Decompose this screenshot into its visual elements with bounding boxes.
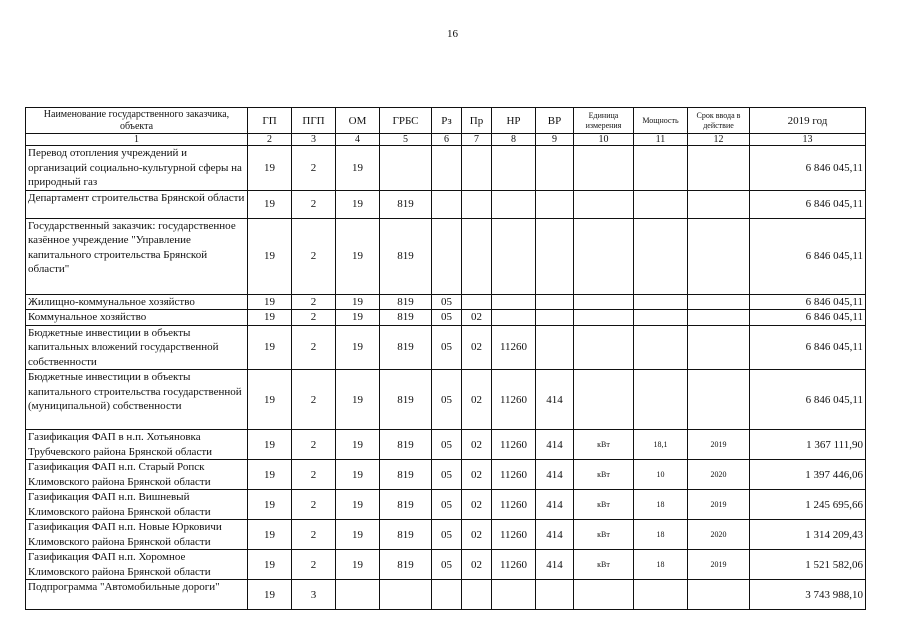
cell-gp: 19 xyxy=(248,294,292,310)
cell-rz: 05 xyxy=(432,550,462,580)
cell-pr xyxy=(462,580,492,610)
header-row xyxy=(26,108,866,134)
column-number: 13 xyxy=(750,134,866,146)
cell-term xyxy=(688,310,750,326)
cell-term: 2019 xyxy=(688,550,750,580)
cell-unit xyxy=(574,218,634,294)
cell-rz xyxy=(432,218,462,294)
cell-term xyxy=(688,190,750,218)
cell-term xyxy=(688,146,750,191)
cell-name: Жилищно-коммунальное хозяйство xyxy=(26,294,248,310)
cell-om: 19 xyxy=(336,294,380,310)
cell-power xyxy=(634,325,688,370)
header-year: 2019 год xyxy=(750,108,866,134)
cell-unit: кВт xyxy=(574,460,634,490)
table-row xyxy=(26,430,866,460)
header-gp: ГП xyxy=(248,108,292,134)
cell-vr xyxy=(536,146,574,191)
cell-power xyxy=(634,218,688,294)
cell-unit xyxy=(574,190,634,218)
cell-om: 19 xyxy=(336,430,380,460)
cell-name: Газификация ФАП н.п. Старый Ропск Климовского района Брянской области xyxy=(26,460,248,490)
cell-pgp: 2 xyxy=(292,190,336,218)
cell-vr: 414 xyxy=(536,550,574,580)
cell-rz: 05 xyxy=(432,430,462,460)
cell-pgp: 2 xyxy=(292,294,336,310)
column-number: 8 xyxy=(492,134,536,146)
cell-grbs: 819 xyxy=(380,370,432,430)
cell-nr: 11260 xyxy=(492,520,536,550)
header-nr: НР xyxy=(492,108,536,134)
cell-power: 18 xyxy=(634,490,688,520)
table-row xyxy=(26,310,866,326)
cell-gp: 19 xyxy=(248,370,292,430)
cell-grbs: 819 xyxy=(380,310,432,326)
column-number: 9 xyxy=(536,134,574,146)
cell-term: 2020 xyxy=(688,460,750,490)
header-name: Наименование государственного заказчика, объекта xyxy=(26,108,248,134)
table-row xyxy=(26,294,866,310)
cell-pgp: 2 xyxy=(292,325,336,370)
cell-nr xyxy=(492,146,536,191)
cell-power: 18 xyxy=(634,550,688,580)
cell-sum: 1 397 446,06 xyxy=(750,460,866,490)
column-number: 2 xyxy=(248,134,292,146)
cell-pgp: 2 xyxy=(292,218,336,294)
cell-om: 19 xyxy=(336,490,380,520)
cell-name: Департамент строительства Брянской области xyxy=(26,190,248,218)
cell-pr: 02 xyxy=(462,550,492,580)
cell-pr: 02 xyxy=(462,370,492,430)
cell-pgp: 2 xyxy=(292,430,336,460)
cell-pgp: 2 xyxy=(292,146,336,191)
table-row xyxy=(26,370,866,430)
cell-power xyxy=(634,370,688,430)
cell-power: 18,1 xyxy=(634,430,688,460)
cell-gp: 19 xyxy=(248,550,292,580)
cell-name: Газификация ФАП н.п. Вишневый Климовского района Брянской области xyxy=(26,490,248,520)
cell-unit xyxy=(574,146,634,191)
cell-pr xyxy=(462,146,492,191)
cell-unit xyxy=(574,580,634,610)
cell-rz: 05 xyxy=(432,325,462,370)
cell-grbs: 819 xyxy=(380,520,432,550)
column-number: 12 xyxy=(688,134,750,146)
column-number: 5 xyxy=(380,134,432,146)
column-numbers-row xyxy=(26,134,866,146)
table-row xyxy=(26,325,866,370)
cell-om: 19 xyxy=(336,218,380,294)
cell-sum: 1 314 209,43 xyxy=(750,520,866,550)
cell-om: 19 xyxy=(336,460,380,490)
cell-gp: 19 xyxy=(248,520,292,550)
cell-sum: 6 846 045,11 xyxy=(750,294,866,310)
cell-sum: 6 846 045,11 xyxy=(750,310,866,326)
cell-om: 19 xyxy=(336,146,380,191)
cell-power xyxy=(634,190,688,218)
cell-name: Газификация ФАП н.п. Хоромное Климовского района Брянской области xyxy=(26,550,248,580)
cell-grbs: 819 xyxy=(380,490,432,520)
cell-vr xyxy=(536,580,574,610)
cell-pgp: 2 xyxy=(292,490,336,520)
cell-grbs: 819 xyxy=(380,430,432,460)
cell-sum: 1 245 695,66 xyxy=(750,490,866,520)
column-number: 10 xyxy=(574,134,634,146)
cell-gp: 19 xyxy=(248,490,292,520)
cell-gp: 19 xyxy=(248,310,292,326)
cell-term xyxy=(688,294,750,310)
cell-nr: 11260 xyxy=(492,460,536,490)
cell-term xyxy=(688,218,750,294)
cell-rz: 05 xyxy=(432,370,462,430)
cell-pr: 02 xyxy=(462,490,492,520)
cell-name: Перевод отопления учреждений и организаций социально-культурной сферы на природный газ xyxy=(26,146,248,191)
column-number: 7 xyxy=(462,134,492,146)
cell-sum: 6 846 045,11 xyxy=(750,325,866,370)
cell-grbs: 819 xyxy=(380,190,432,218)
header-vr: ВР xyxy=(536,108,574,134)
cell-unit: кВт xyxy=(574,490,634,520)
page-number: 16 xyxy=(447,28,458,40)
header-rz: Рз xyxy=(432,108,462,134)
cell-unit: кВт xyxy=(574,430,634,460)
table-row xyxy=(26,520,866,550)
cell-nr: 11260 xyxy=(492,490,536,520)
cell-pr xyxy=(462,218,492,294)
cell-rz: 05 xyxy=(432,460,462,490)
cell-gp: 19 xyxy=(248,218,292,294)
cell-unit xyxy=(574,310,634,326)
cell-unit xyxy=(574,370,634,430)
cell-nr xyxy=(492,580,536,610)
cell-vr xyxy=(536,310,574,326)
cell-pgp: 3 xyxy=(292,580,336,610)
cell-grbs: 819 xyxy=(380,218,432,294)
cell-sum: 1 521 582,06 xyxy=(750,550,866,580)
cell-grbs xyxy=(380,146,432,191)
cell-term xyxy=(688,325,750,370)
column-number: 1 xyxy=(26,134,248,146)
table-row xyxy=(26,550,866,580)
cell-sum: 3 743 988,10 xyxy=(750,580,866,610)
cell-pr: 02 xyxy=(462,310,492,326)
cell-power xyxy=(634,580,688,610)
header-term: Срок ввода в действие xyxy=(688,108,750,134)
cell-term xyxy=(688,580,750,610)
header-unit: Единица измерения xyxy=(574,108,634,134)
cell-pgp: 2 xyxy=(292,520,336,550)
cell-sum: 6 846 045,11 xyxy=(750,146,866,191)
cell-rz xyxy=(432,190,462,218)
table-row xyxy=(26,218,866,294)
cell-vr: 414 xyxy=(536,370,574,430)
cell-sum: 6 846 045,11 xyxy=(750,218,866,294)
header-om: ОМ xyxy=(336,108,380,134)
cell-grbs: 819 xyxy=(380,550,432,580)
column-number: 3 xyxy=(292,134,336,146)
cell-name: Бюджетные инвестиции в объекты капитальных вложений государственной собственности xyxy=(26,325,248,370)
budget-table xyxy=(25,107,866,610)
cell-name: Подпрограмма "Автомобильные дороги" xyxy=(26,580,248,610)
header-power: Мощность xyxy=(634,108,688,134)
cell-power xyxy=(634,146,688,191)
cell-pr xyxy=(462,294,492,310)
header-grbs: ГРБС xyxy=(380,108,432,134)
cell-om: 19 xyxy=(336,520,380,550)
cell-om: 19 xyxy=(336,310,380,326)
table-row xyxy=(26,146,866,191)
cell-power xyxy=(634,310,688,326)
cell-power: 10 xyxy=(634,460,688,490)
cell-grbs: 819 xyxy=(380,325,432,370)
cell-gp: 19 xyxy=(248,460,292,490)
cell-rz: 05 xyxy=(432,490,462,520)
cell-sum: 6 846 045,11 xyxy=(750,190,866,218)
table-row xyxy=(26,460,866,490)
cell-rz: 05 xyxy=(432,310,462,326)
cell-grbs: 819 xyxy=(380,460,432,490)
cell-vr xyxy=(536,294,574,310)
cell-nr xyxy=(492,310,536,326)
table-row xyxy=(26,490,866,520)
cell-name: Газификация ФАП в н.п. Хотьяновка Трубчевского района Брянской области xyxy=(26,430,248,460)
cell-pgp: 2 xyxy=(292,550,336,580)
cell-gp: 19 xyxy=(248,580,292,610)
cell-term: 2019 xyxy=(688,490,750,520)
header-pgp: ПГП xyxy=(292,108,336,134)
cell-nr xyxy=(492,190,536,218)
cell-power: 18 xyxy=(634,520,688,550)
cell-name: Коммунальное хозяйство xyxy=(26,310,248,326)
cell-om: 19 xyxy=(336,550,380,580)
cell-unit xyxy=(574,294,634,310)
cell-unit: кВт xyxy=(574,520,634,550)
cell-grbs xyxy=(380,580,432,610)
cell-pr: 02 xyxy=(462,325,492,370)
cell-pr: 02 xyxy=(462,430,492,460)
cell-pgp: 2 xyxy=(292,460,336,490)
cell-name: Бюджетные инвестиции в объекты капитального строительства государственной (муниципальной) собственности xyxy=(26,370,248,430)
cell-nr: 11260 xyxy=(492,370,536,430)
cell-pgp: 2 xyxy=(292,370,336,430)
budget-table-wrapper xyxy=(25,107,866,610)
cell-gp: 19 xyxy=(248,190,292,218)
table-body xyxy=(26,146,866,610)
cell-name: Газификация ФАП н.п. Новые Юрковичи Климовского района Брянской области xyxy=(26,520,248,550)
header-pr: Пр xyxy=(462,108,492,134)
cell-pgp: 2 xyxy=(292,310,336,326)
column-number: 4 xyxy=(336,134,380,146)
cell-power xyxy=(634,294,688,310)
table-row xyxy=(26,190,866,218)
cell-vr xyxy=(536,218,574,294)
cell-vr xyxy=(536,325,574,370)
cell-om: 19 xyxy=(336,325,380,370)
cell-rz: 05 xyxy=(432,520,462,550)
cell-om xyxy=(336,580,380,610)
cell-unit xyxy=(574,325,634,370)
column-number: 11 xyxy=(634,134,688,146)
cell-gp: 19 xyxy=(248,146,292,191)
cell-rz xyxy=(432,580,462,610)
cell-gp: 19 xyxy=(248,325,292,370)
cell-nr xyxy=(492,218,536,294)
cell-name: Государственный заказчик: государственное казённое учреждение "Управление капитального строительства Брянской области" xyxy=(26,218,248,294)
cell-term: 2019 xyxy=(688,430,750,460)
cell-pr: 02 xyxy=(462,460,492,490)
cell-pr xyxy=(462,190,492,218)
cell-nr: 11260 xyxy=(492,430,536,460)
cell-vr: 414 xyxy=(536,490,574,520)
cell-nr xyxy=(492,294,536,310)
cell-grbs: 819 xyxy=(380,294,432,310)
cell-vr: 414 xyxy=(536,520,574,550)
cell-rz xyxy=(432,146,462,191)
cell-gp: 19 xyxy=(248,430,292,460)
cell-nr: 11260 xyxy=(492,325,536,370)
cell-om: 19 xyxy=(336,190,380,218)
cell-sum: 1 367 111,90 xyxy=(750,430,866,460)
column-number: 6 xyxy=(432,134,462,146)
cell-om: 19 xyxy=(336,370,380,430)
cell-rz: 05 xyxy=(432,294,462,310)
cell-vr xyxy=(536,190,574,218)
cell-unit: кВт xyxy=(574,550,634,580)
table-row xyxy=(26,580,866,610)
cell-term xyxy=(688,370,750,430)
cell-pr: 02 xyxy=(462,520,492,550)
cell-vr: 414 xyxy=(536,430,574,460)
cell-vr: 414 xyxy=(536,460,574,490)
cell-nr: 11260 xyxy=(492,550,536,580)
cell-sum: 6 846 045,11 xyxy=(750,370,866,430)
cell-term: 2020 xyxy=(688,520,750,550)
